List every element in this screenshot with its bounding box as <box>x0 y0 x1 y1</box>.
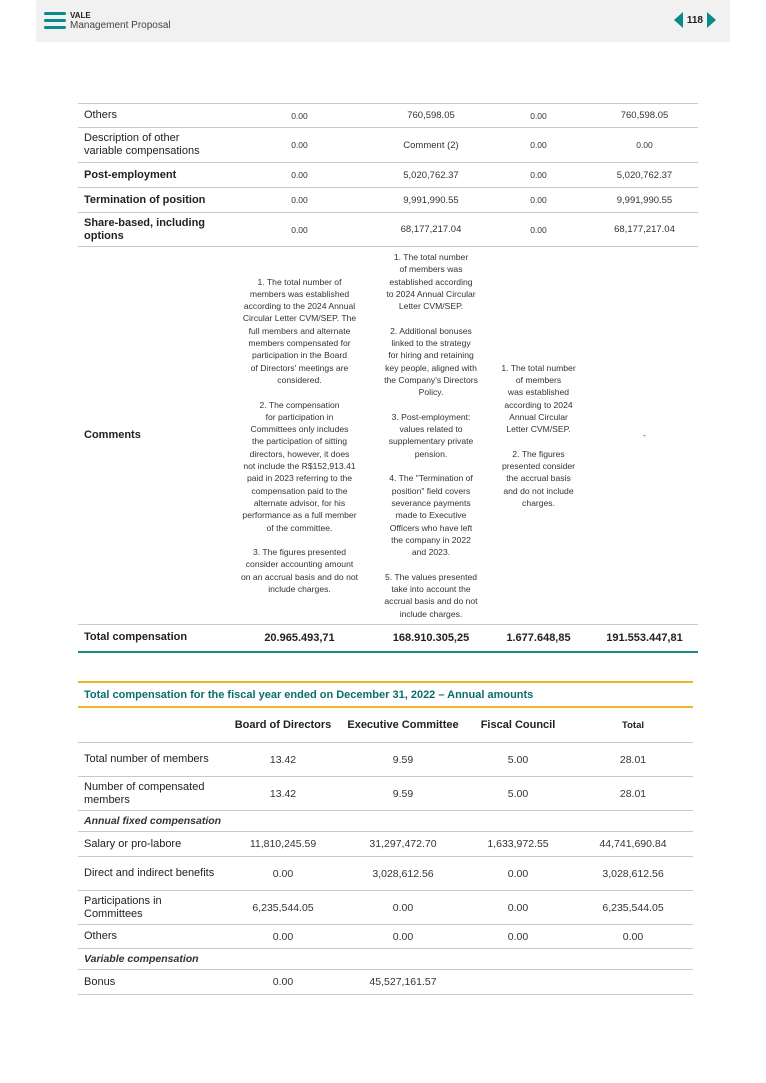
page-navigator <box>674 12 716 28</box>
row-label: Number of compensated members <box>78 777 223 811</box>
cell-value: 13.42 <box>223 743 343 777</box>
cell-value: 9,991,990.55 <box>376 188 486 213</box>
cell-value: 3,028,612.56 <box>573 857 693 891</box>
page-header <box>36 0 730 42</box>
table-row <box>78 163 698 188</box>
row-label: Comments <box>78 247 223 625</box>
table-row <box>78 188 698 213</box>
table-row <box>78 891 693 925</box>
table-row <box>78 857 693 891</box>
cell-value: 13.42 <box>223 777 343 811</box>
cell-value <box>573 970 693 995</box>
cell-value: 5.00 <box>463 777 573 811</box>
cell-value: 1,633,972.55 <box>463 832 573 857</box>
menu-icon[interactable] <box>44 12 66 29</box>
cell-value: 0.00 <box>223 925 343 949</box>
row-label: Bonus <box>78 970 223 995</box>
comment-executive: 1. The total number of members was established according to 2024 Annual Circular Letter CVM/SEP. 2. Additional bonuses linked to the strategy for hiring and retaining key people, aligned with the Company's Directors Policy. 3. Post-employment: values related to supplementary private pension. 4. The "Termination of position" field covers severance payments made to Executive Officers who have left the company in 2022 and 2023. 5. The values presented take into account the accrual basis and do not include charges. <box>376 247 486 625</box>
row-label: Termination of position <box>78 188 223 213</box>
cell-value: 0.00 <box>223 970 343 995</box>
cell-value: 28.01 <box>573 743 693 777</box>
total-row <box>78 624 698 652</box>
page-number: 118 <box>686 14 703 26</box>
cell-value: 0.00 <box>343 891 463 925</box>
cell-value: 3,028,612.56 <box>343 857 463 891</box>
compensation-table-2022 <box>78 681 693 995</box>
row-label: Total number of members <box>78 743 223 777</box>
cell-value: 0.00 <box>343 925 463 949</box>
cell-value: 0.00 <box>486 128 591 163</box>
cell-value <box>463 970 573 995</box>
cell-value: 6,235,544.05 <box>573 891 693 925</box>
brand-name: VALE <box>70 11 91 20</box>
cell-value: 5,020,762.37 <box>591 163 698 188</box>
section-row <box>78 949 693 970</box>
document-subtitle: Management Proposal <box>70 20 171 31</box>
cell-value: 191.553.447,81 <box>591 624 698 652</box>
cell-value: 0.00 <box>591 128 698 163</box>
cell-value: 1.677.648,85 <box>486 624 591 652</box>
row-label: Participations in Committees <box>78 891 223 925</box>
cell-value: 20.965.493,71 <box>223 624 376 652</box>
cell-value: 5,020,762.37 <box>376 163 486 188</box>
cell-value: Comment (2) <box>376 128 486 163</box>
cell-value: 760,598.05 <box>376 104 486 128</box>
cell-value: 0.00 <box>486 188 591 213</box>
cell-value: 0.00 <box>463 891 573 925</box>
table-row <box>78 104 698 128</box>
cell-value: 0.00 <box>573 925 693 949</box>
row-label: Direct and indirect benefits <box>78 857 223 891</box>
cell-value: 45,527,161.57 <box>343 970 463 995</box>
cell-value: 168.910.305,25 <box>376 624 486 652</box>
header-row <box>78 707 693 743</box>
comment-total: - <box>591 247 698 625</box>
column-header: Executive Committee <box>343 707 463 743</box>
cell-value: 0.00 <box>463 925 573 949</box>
column-header: Total <box>573 707 693 743</box>
cell-value: 0.00 <box>223 857 343 891</box>
next-page-icon[interactable] <box>707 12 716 28</box>
cell-value: 0.00 <box>223 128 376 163</box>
table-title-row <box>78 682 693 707</box>
table-row <box>78 970 693 995</box>
cell-value: 0.00 <box>486 213 591 247</box>
table-row <box>78 743 693 777</box>
table-row <box>78 925 693 949</box>
cell-value: 68,177,217.04 <box>376 213 486 247</box>
cell-value: 5.00 <box>463 743 573 777</box>
section-row <box>78 811 693 832</box>
cell-value: 6,235,544.05 <box>223 891 343 925</box>
cell-value: 0.00 <box>223 163 376 188</box>
cell-value: 0.00 <box>463 857 573 891</box>
cell-value: 0.00 <box>223 213 376 247</box>
row-label: Post-employment <box>78 163 223 188</box>
compensation-table-continued <box>78 103 698 653</box>
column-header: Fiscal Council <box>463 707 573 743</box>
section-heading: Annual fixed compensation <box>78 811 693 832</box>
column-header: Board of Directors <box>223 707 343 743</box>
row-label: Others <box>78 104 223 128</box>
header-blank <box>78 707 223 743</box>
comment-fiscal: 1. The total number of members was established according to 2024 Annual Circular Letter CVM/SEP. 2. The figures presented consider the accrual basis and do not include charges. <box>486 247 591 625</box>
cell-value: 9.59 <box>343 777 463 811</box>
comments-row <box>78 247 698 625</box>
row-label: Salary or pro-labore <box>78 832 223 857</box>
cell-value: 28.01 <box>573 777 693 811</box>
row-label: Share-based, including options <box>78 213 223 247</box>
cell-value: 11,810,245.59 <box>223 832 343 857</box>
table-row <box>78 777 693 811</box>
comment-board: 1. The total number of members was established according to the 2024 Annual Circular Letter CVM/SEP. The full members and alternate members compensated for participation in the Board of Directors' meetings are considered. 2. The compensation for participation in Committees only includes the participation of sitting directors, however, it does not include the R$152,913.41 paid in 2023 referring to the compensation paid to the alternate advisor, for his performance as a full member of the committee. 3. The figures presented consider accounting amount on an accrual basis and do not include charges. <box>223 247 376 625</box>
cell-value: 31,297,472.70 <box>343 832 463 857</box>
cell-value: 9,991,990.55 <box>591 188 698 213</box>
row-label: Others <box>78 925 223 949</box>
cell-value: 760,598.05 <box>591 104 698 128</box>
table-row <box>78 213 698 247</box>
cell-value: 44,741,690.84 <box>573 832 693 857</box>
cell-value: 0.00 <box>223 104 376 128</box>
section-heading: Variable compensation <box>78 949 693 970</box>
table-title: Total compensation for the fiscal year ended on December 31, 2022 – Annual amounts <box>78 682 693 707</box>
cell-value: 0.00 <box>486 163 591 188</box>
cell-value: 0.00 <box>223 188 376 213</box>
table-row <box>78 832 693 857</box>
table-row <box>78 128 698 163</box>
previous-page-icon[interactable] <box>674 12 683 28</box>
row-label: Description of other variable compensations <box>78 128 223 163</box>
cell-value: 68,177,217.04 <box>591 213 698 247</box>
cell-value: 9.59 <box>343 743 463 777</box>
cell-value: 0.00 <box>486 104 591 128</box>
row-label: Total compensation <box>78 624 223 652</box>
